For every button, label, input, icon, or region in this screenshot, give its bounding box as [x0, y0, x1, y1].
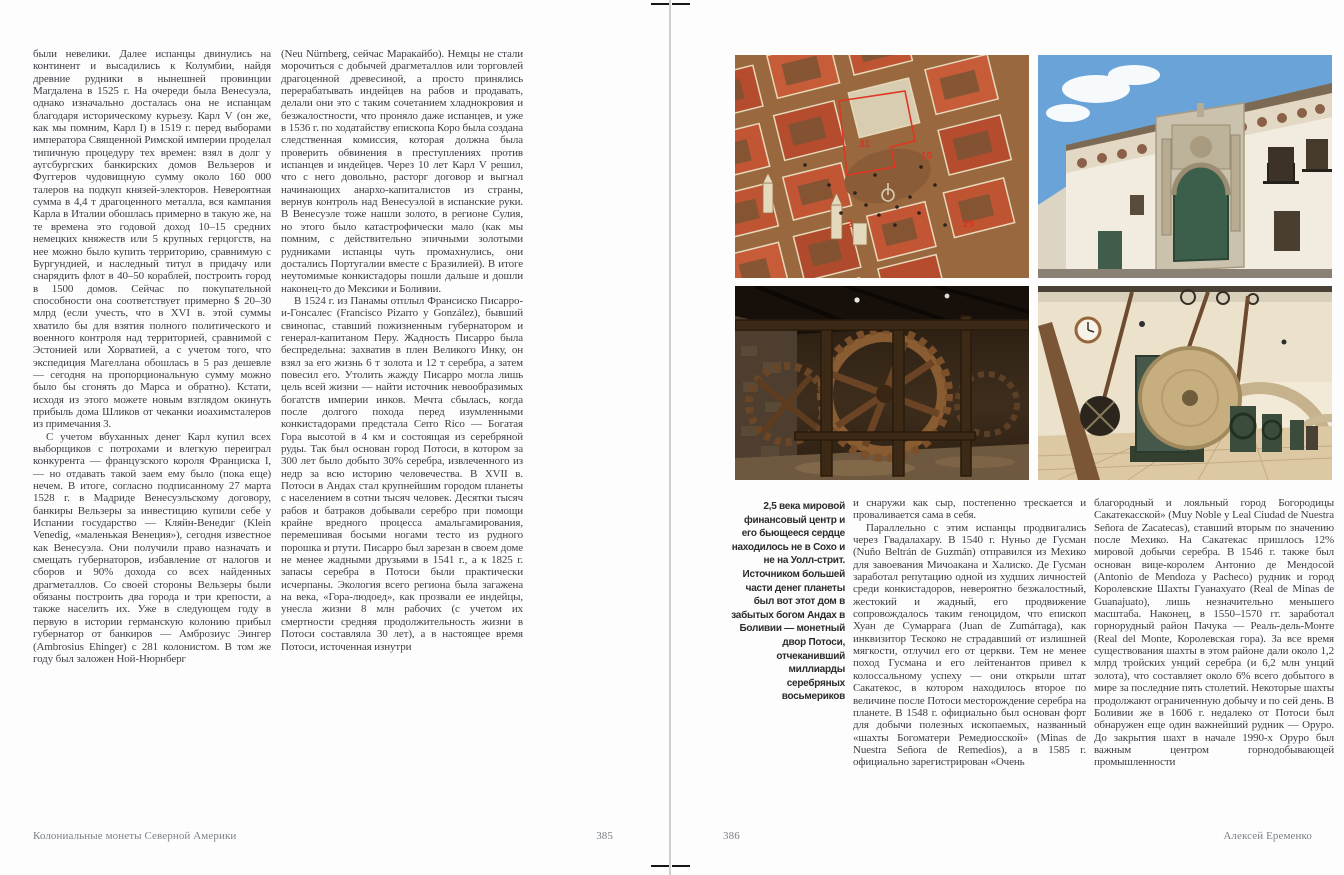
right-page-column-2: [1094, 497, 1334, 830]
crop-mark-top-left: [651, 3, 669, 5]
author-name: Алексей Еременко: [1223, 830, 1312, 842]
photo-potosi-city-painting: [735, 55, 1029, 278]
photo-grid: [735, 55, 1332, 480]
photo-mint-museum-hall: [1038, 286, 1332, 480]
wall-clock: [1076, 318, 1100, 342]
svg-text:31: 31: [859, 139, 871, 150]
page-number: 386: [723, 830, 740, 842]
right-page-column-1: [853, 497, 1086, 827]
body-paragraph: благородный и лояльный город Богородицы Сакатекасской» (Muy Noble y Leal Ciudad de Nuestra Señora de Zacatecas), ставший вторым по значению после Мехико. На Сакатекас пришлось 12% мировой добычи серебра. В 1546 г. также был основан вице-королем Антонио де Мендосой (Antonio de Mendoza y Pacheco) рудник и город Королевские Шахты Гуанахуато (Real de Minas de Guanajuato), лишь незначительно меньшего масштаба. Наконец, в 1550–1570 гг. заработал горнорудный район Пачука — Реаль-дель-Монте (Real del Monte, Королевская гора). За все время существования шахты в этом районе дали около 1,2 млрд тройских унций серебра (и 6,2 млн унций золота), что составляет около 6% всего добытого в мире за последние пять столетий. Некоторые шахты продолжают ограниченную добычу и по сей день. В Боливии же в 1606 г. недалеко от Потоси был обнаружен еще один важнейший рудник — Оруро. До закрытия шахт в начале 1990-х Оруро был важным центром горнодобывающей промышленности: [1094, 497, 1334, 769]
page-number: 385: [596, 830, 613, 842]
right-page-footer: [723, 830, 1312, 842]
svg-text:10: 10: [921, 151, 933, 162]
left-page-footer: [33, 830, 613, 842]
crop-mark-bottom-right: [672, 865, 690, 867]
photo-caption: 2,5 века мировой финансовый центр и его бьющееся сердце находилось не в Сохо и не на Уолл-стрит. Источником большей части денег планеты был вот этот дом в забытых богом Андах в Боливии — монетный двор Потоси, отчеканивший миллиарды серебряных восьмериков: [731, 501, 845, 703]
museum-hall-illustration: [1038, 286, 1332, 480]
body-paragraph: и снаружи как сыр, постепенно трескается и проваливается сама в себя.: [853, 497, 1086, 522]
stone-portal: [1156, 103, 1244, 271]
running-title: Колониальные монеты Северной Америки: [33, 830, 237, 842]
body-paragraph: С учетом вбуханных денег Карл купил всех выборщиков с потрохами и влегкую переиграл конкурента — французского короля Франциска I, — но отдавать такой заем ему было (пока еще) нечем. В итоге, согласно подписанному 27 марта 1528 г. в Мадриде Венесуэльскому договору, банкиры Вельзеры за инвестицию купили себе у Испании государство — Кляйн-Венедиг (Klein Venedig, «маленькая Венеция»), сегодня известное как Венесуэла. Они получили право назначать и смещать губернаторов, избавление от налогов и сборов и 90% дохода со всех найденных драгметаллов. Со своей стороны Вельзеры были обязаны построить два города и три крепости, а также населить их. Уже в следующем году в первую в истории германскую колонию прибыл губернатор от банкиров — Амброзиус Эингер (Ambrosius Ehinger) с 281 колонистом. В том же году был заложен Ной-Нюрнберг: [33, 430, 271, 665]
crop-mark-top-right: [672, 3, 690, 5]
mint-facade-illustration: [1038, 55, 1332, 278]
photo-wooden-minting-machines: [735, 286, 1029, 480]
crop-mark-bottom-left: [651, 865, 669, 867]
body-paragraph: были невелики. Далее испанцы двинулись на континент и высадились к Колумбии, найдя древние рудники в нынешней провинции Магдалена в 1525 г. На очереди была Венесуэла, однако изначально досталась она не испанцам благодаря историческому курьезу. Карл V (он же, как мы помним, Карл I) в 1519 г. перед выборами императора Священной Римской империи проделал типичную процедуру тех времен: взял в долг у аугсбургских банкирских домов Вельзеров и Фуггеров чудовищную сумму около 160 000 талеров на подкуп князей-электоров. Невероятная сумма в 4,4 т драгоценного металла, вся кампания Карла в Италии обошлась примерно в такую же, на те времена это годовой доход 10–15 средних немецких княжеств или 5 крупных герцогств, на нее можно было купить территорию, сравнимую с Бургундией, и наследный титул в придачу или снарядить флот в 40–50 кораблей, построить город в 1500 домов. Сейчас по покупательной способности она соответствует примерно $ 20–30 млрд (если учесть, что в XVI в. этой суммы хватило бы для взятия полного политического и военного контроля над территорией, сравнимой с Эстонией или Хорватией, а с учетом того, что экспедиция Магеллана обошлась в 5 раз дешевле — сегодня на пропорциональную сумму можно было бы сгонять до Марса и обратно). Кстати, исходя из этого можете новым взглядом окинуть прибыль дома Шликов от чеканки иоахимсталеров из примечания 3.: [33, 48, 271, 431]
left-page-column-1: [33, 48, 271, 830]
body-paragraph: (Neu Nürnberg, сейчас Маракайбо). Немцы не стали морочиться с добычей драгметаллов или торговлей драгоценной древесиной, а просто принялись перерабатывать индейцев на рабов и продавать, делали они это с таким сочетанием хладнокровия и безжалостности, что проняло даже испанцев, и уже в 1536 г. по ходатайству епископа Коро была создана следственная комиссия, которая должна была проверить обвинения в преступлениях против испанцев и индейцев. Через 10 лет Карл V решил, что с него довольно, расторг договор и выгнал начинающих анархо-капиталистов из страны, вернув контроль над Венесуэлой в испанские руки. В Венесуэле тоже нашли золото, в регионе Сулия, но этого было катастрофически мало (как мы помним, с действительно эпичными золотыми рудниками испанцы чуть промахнулись, они достались Португалии вместе с Бразилией). В итоге неутомимые конкистадоры пошли дальше и дошли наконец-то до Мексики и Боливии.: [281, 48, 523, 295]
page-fold-line: [669, 0, 671, 875]
city-painting-illustration: [735, 55, 1029, 278]
body-paragraph: Параллельно с этим испанцы продвигались через Гвадалахару. В 1540 г. Нуньо де Гусман (Nuño Beltrán de Guzmán) отправился из Мехико для завоевания Мичоакана и Халиско. Де Гусман заработал репутацию одной из худших личностей среди конкистадоров, невероятно безжалостный, жестокий и жадный, его продвижение сопровождалось таким геноцидом, что епископ Хуан де Сумаррага (Juan de Zumárraga), как инквизитор Тескоко не страдавший от излишней мягкости, отлучил его от церкви. Тем не менее поход Гусмана и его лейтенантов привел к колоссальному успеху — они открыли штат Сакатекос, в котором находилось второе по величине после Потоси месторождение серебра на планете. В 1548 г. официально был основан форт для добычи полезных ископаемых, названный «шахты Богоматери Ремедиосской» (Minas de Nuestra Señora de Remedios), а в 1585 г. официально зарегистрирован «Очень: [853, 521, 1086, 769]
svg-text:2: 2: [847, 219, 853, 230]
svg-text:29: 29: [963, 219, 975, 230]
wooden-machinery-illustration: [735, 286, 1029, 480]
left-page-column-2: [281, 48, 523, 830]
photo-mint-facade: [1038, 55, 1332, 278]
body-paragraph: В 1524 г. из Панамы отплыл Франсиско Писарро-и-Гонсалес (Francisco Pizarro y González), бывший свинопас, ставший пожизненным губернатором и генерал-капитаном Перу. Жадность Писарро была беспредельна: захватив в плен Великого Инку, он взял за его жизнь 6 т золота и 12 т серебра, а затем повесил его. Утолить жажду Писарро могла лишь цель всей жизни — найти источник невообразимых богатств империи инков. Мечта сбылась, когда после долгого похода перед изумленными конкистадорами предстала Cerro Rico — Богатая Гора высотой в 4 км и состоящая из серебряной руды. Так был основан город Потоси, в котором за 300 лет было добыто 30% серебра, извлеченного из недр за всю историю человечества. В XVII в. Потоси в Андах стал крупнейшим городом планеты с населением в сотни тысяч человек. Десятки тысяч рабов и батраков добывали серебро при помощи крайне вредного процесса амальгамирования, перемешивая босыми ногами тесто из рудного порошка и ртути. Писарро был зарезан в своем доме не менее жадными друзьями в 1541 г., а к 1825 г. запасы серебра в Потоси были практически исчерпаны. Экология всего региона была загажена на века, «Гора-людоед», как прозвали ее индейцы, унесла жизни 8 млн рабочих (с учетом их смертности средняя продолжительность жизни в Потоси составляла 30 лет), а в настоящее время Потоси, источенная изнутри: [281, 294, 523, 653]
